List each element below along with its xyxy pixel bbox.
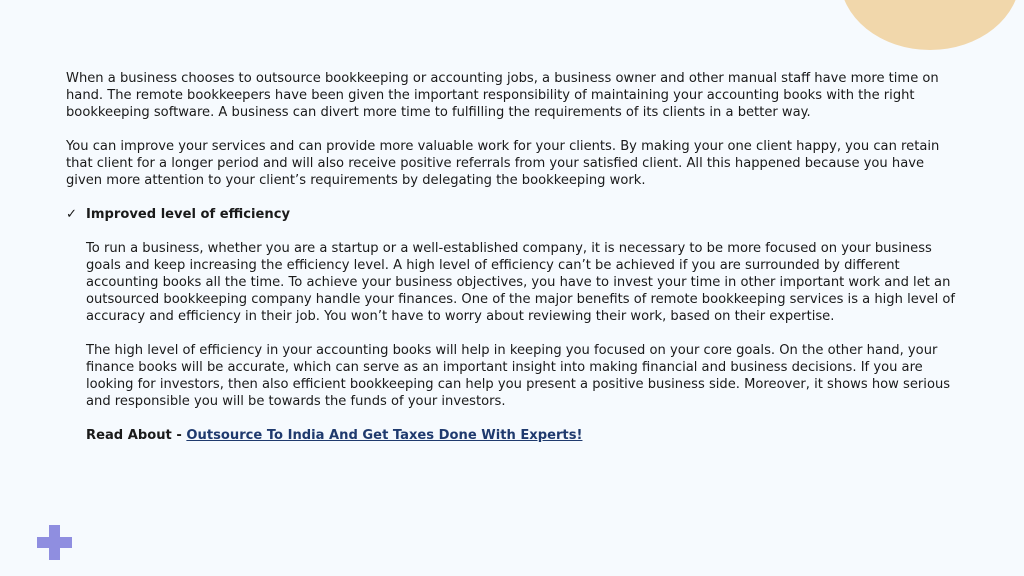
bullet-title: Improved level of efficiency xyxy=(86,207,291,222)
bullet-heading xyxy=(66,206,961,223)
paragraph-intro: When a business chooses to outsource bookkeeping or accounting jobs, a business owner and other manual staff have more time on hand. The remote bookkeepers have been given the important responsibility of maintaining your accounting books with the right bookkeeping software. A business can divert more time to fulfilling the requirements of its clients in a better way. xyxy=(66,71,939,120)
read-about-link[interactable]: Outsource To India And Get Taxes Done With Experts! xyxy=(186,428,583,443)
checkmark-icon: ✓ xyxy=(66,207,77,222)
document-body xyxy=(66,70,961,461)
decorative-circle xyxy=(840,0,1020,50)
read-about-line xyxy=(86,427,961,444)
paragraph-services: You can improve your services and can provide more valuable work for your clients. By making your one client happy, you can retain that client for a longer period and will also receive positive referrals from your satisfied client. All this happened because you have given more attention to your client’s requirements by delegating the bookkeeping work. xyxy=(66,139,940,188)
paragraph-efficiency-2: The high level of efficiency in your accounting books will help in keeping you focused on your core goals. On the other hand, your finance books will be accurate, which can serve as an important insight into making financial and business decisions. If you are looking for investors, then also efficient bookkeeping can help you present a positive business side. Moreover, it shows how serious and responsible you will be towards the funds of your investors. xyxy=(86,343,951,409)
plus-icon xyxy=(37,525,72,560)
paragraph-efficiency-1: To run a business, whether you are a startup or a well-established company, it is necessary to be more focused on your business goals and keep increasing the efficiency level. A high level of efficiency can’t be achieved if you are surrounded by different accounting books all the time. To achieve your business objectives, you have to invest your time in other important work and let an outsourced bookkeeping company handle your finances. One of the major benefits of remote bookkeeping services is a high level of accuracy and efficiency in their job. You won’t have to worry about reviewing their work, based on their expertise. xyxy=(86,241,955,324)
efficiency-section xyxy=(66,240,961,444)
read-about-label: Read About - xyxy=(86,428,187,443)
